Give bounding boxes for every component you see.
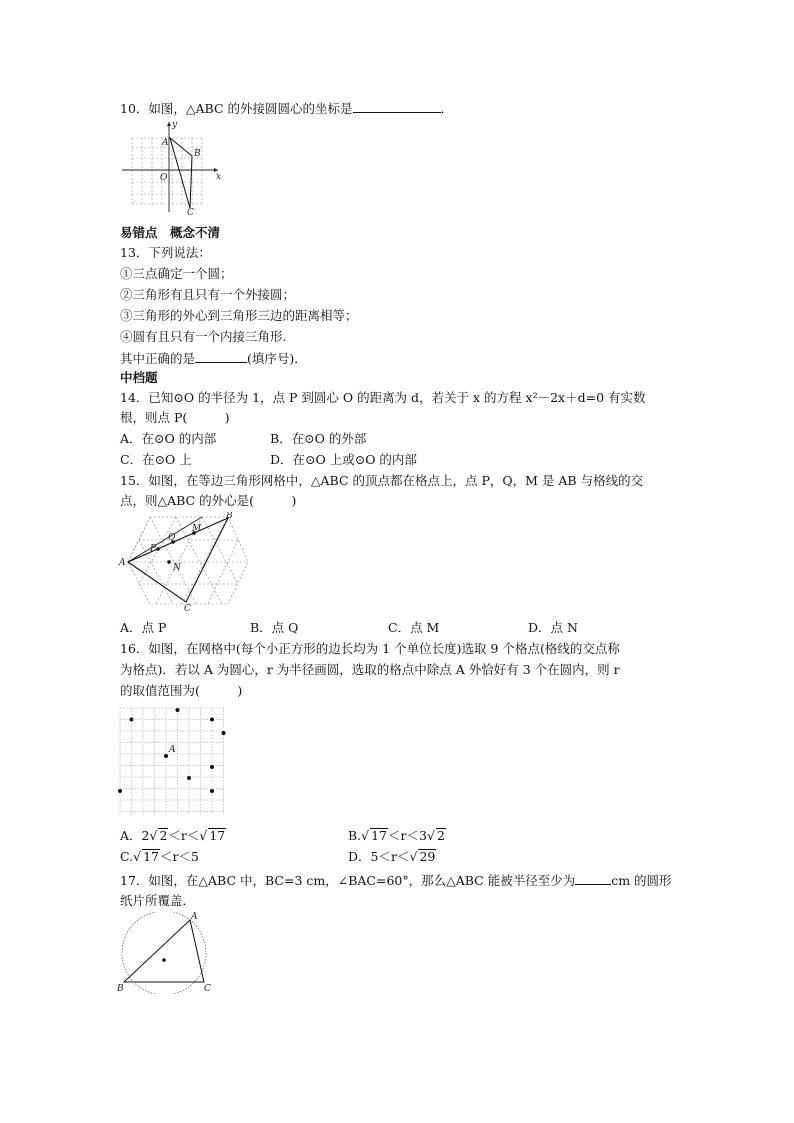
q16-label-a: A xyxy=(169,745,176,755)
q15-option-b[interactable]: B．点 Q xyxy=(250,620,299,635)
q17-label-a: A xyxy=(191,912,198,922)
q16-grid-point xyxy=(210,718,214,722)
q13-item-1: ①三点确定一个圆； xyxy=(120,266,233,281)
q16-option-d-middle: ＜r＜ xyxy=(378,849,410,864)
q16-grid-point xyxy=(118,789,122,793)
q16-option-b-radicand2: 2 xyxy=(436,828,445,843)
q16-square-grid-figure xyxy=(118,706,230,818)
q14-option-a[interactable]: A．在⊙O 的内部 xyxy=(120,431,217,446)
q16-option-b-radicand1: 17 xyxy=(371,828,388,843)
q10-label-a: A xyxy=(162,138,169,148)
q15-point-n xyxy=(167,560,171,564)
q16-option-c-prefix: C. xyxy=(120,849,134,864)
q16-grid-point xyxy=(176,708,180,712)
q15-label-c: C xyxy=(184,604,191,612)
q16-option-d-coef1: 5 xyxy=(370,849,379,864)
q16-option-a-radicand2: 17 xyxy=(209,828,226,843)
q16-grid-point xyxy=(222,731,226,735)
q16-option-a-middle: ＜r＜ xyxy=(168,828,200,843)
q10-number: 10． xyxy=(120,101,149,116)
q17-line2: 纸片所覆盖． xyxy=(120,893,196,908)
q13-answer-suffix: (填序号)． xyxy=(247,351,307,366)
q10-label-x: x xyxy=(216,172,222,182)
q14-option-c[interactable]: C．在⊙O 上 xyxy=(120,452,192,467)
q13-item-4: ④圆有且只有一个内接三角形. xyxy=(120,329,287,344)
q16-option-c-radicand1: 17 xyxy=(143,849,159,864)
q17-label-c: C xyxy=(204,984,211,994)
q16-option-b[interactable]: B.√ 17＜r＜3√ 2 xyxy=(348,828,445,843)
q14-line2: 根，则点 P( ) xyxy=(120,410,230,425)
q16-option-a-radicand1: 2 xyxy=(159,828,168,843)
q13-answer-line xyxy=(120,350,307,367)
section-mid-heading: 中档题 xyxy=(120,370,158,385)
q15-point-p xyxy=(156,547,160,551)
q10-label-o: O xyxy=(160,173,168,183)
q15-option-d[interactable]: D．点 N xyxy=(528,620,578,635)
q14-option-b[interactable]: B．在⊙O 的外部 xyxy=(270,431,367,446)
q16-option-b-prefix: B. xyxy=(348,828,362,843)
q13-answer-blank[interactable] xyxy=(195,350,247,363)
q15-label-q: Q xyxy=(168,533,176,543)
q16-line2: 为格点)．若以 A 为圆心，r 为半径画圆，选取的格点中除点 A 外恰好有 3 个在圆内，则 r xyxy=(120,662,620,677)
q17-center-point xyxy=(162,958,166,962)
q13-item-2: ②三角形有且只有一个外接圆； xyxy=(120,287,296,302)
q10-label-b: B xyxy=(194,149,201,159)
q17-triangle-abc xyxy=(124,920,204,982)
q17-label-b: B xyxy=(117,984,124,994)
q10-answer-blank[interactable] xyxy=(353,100,441,113)
q15-option-a[interactable]: A．点 P xyxy=(120,620,167,635)
q10-triangle-abc xyxy=(170,138,192,208)
q15-triangle-grid-figure xyxy=(118,512,258,612)
q16-option-d-prefix: D． xyxy=(348,849,371,864)
q15-label-p: P xyxy=(150,544,157,554)
q16-option-d[interactable]: D．5＜r＜√ 29 xyxy=(348,849,436,864)
q16-option-c-middle: ＜r＜5 xyxy=(159,849,199,864)
q17-circumcircle-figure xyxy=(116,912,220,994)
q13-item-3: ③三角形的外心到三角形三边的距离相等； xyxy=(120,308,358,323)
q16-option-c[interactable]: C.√ 17＜r＜5 xyxy=(120,849,199,864)
q15-label-m: M xyxy=(192,524,202,534)
q16-point-a xyxy=(164,754,168,758)
q16-option-d-radicand2: 29 xyxy=(419,849,436,864)
q16-grid-point xyxy=(210,789,214,793)
q13-answer-prefix: 其中正确的是 xyxy=(120,351,196,366)
q10-label-y: y xyxy=(172,120,178,130)
q10-label-c: C xyxy=(187,208,194,216)
q16-option-a-prefix: A． xyxy=(120,828,142,843)
q15-line1: 15．如图，在等边三角形网格中，△ABC 的顶点都在格点上，点 P，Q，M 是 AB 与格线的交 xyxy=(120,473,644,488)
q14-option-d[interactable]: D．在⊙O 上或⊙O 的内部 xyxy=(270,452,417,467)
q16-grid-point xyxy=(130,718,134,722)
q10-line xyxy=(120,100,453,117)
q16-option-b-coef2: 3 xyxy=(419,828,427,843)
q14-line1: 14．已知⊙O 的半径为 1，点 P 到圆心 O 的距离为 d，若关于 x 的方程 x²－2x＋d=0 有实数 xyxy=(120,390,646,405)
q16-line3: 的取值范围为( ) xyxy=(120,683,243,698)
q17-line1-post: cm 的圆形 xyxy=(611,873,672,888)
q16-option-b-middle: ＜r＜ xyxy=(388,828,420,843)
q10-text: 如图，△ABC 的外接圆圆心的坐标是 xyxy=(148,101,353,116)
q15-label-b: B xyxy=(226,512,233,521)
q10-coordinate-figure xyxy=(118,118,224,216)
q17-line1 xyxy=(120,872,672,889)
q10-tail: ． xyxy=(440,101,454,116)
q15-label-n: N xyxy=(173,563,181,573)
q13-stem: 13．下列说法： xyxy=(120,245,211,260)
q16-grid-point xyxy=(187,776,191,780)
q15-label-a: A xyxy=(119,558,126,568)
q16-option-a[interactable]: A．2√ 2＜r＜√ 17 xyxy=(120,828,226,843)
q15-option-c[interactable]: C．点 M xyxy=(388,620,440,635)
q16-grid-point xyxy=(210,765,214,769)
q16-line1: 16．如图，在网格中(每个小正方形的边长均为 1 个单位长度)选取 9 个格点(格线的交点称 xyxy=(120,641,620,656)
q16-option-a-coef1: 2 xyxy=(141,828,150,843)
q15-line2: 点，则△ABC 的外心是( ) xyxy=(120,493,297,508)
q17-answer-blank[interactable] xyxy=(575,872,611,885)
section-error-heading: 易错点 概念不清 xyxy=(120,225,221,240)
q15-triangle-abc xyxy=(128,518,228,602)
q17-line1-pre: 17．如图，在△ABC 中，BC=3 cm，∠BAC=60°，那么△ABC 能被半径至少为 xyxy=(120,873,576,888)
